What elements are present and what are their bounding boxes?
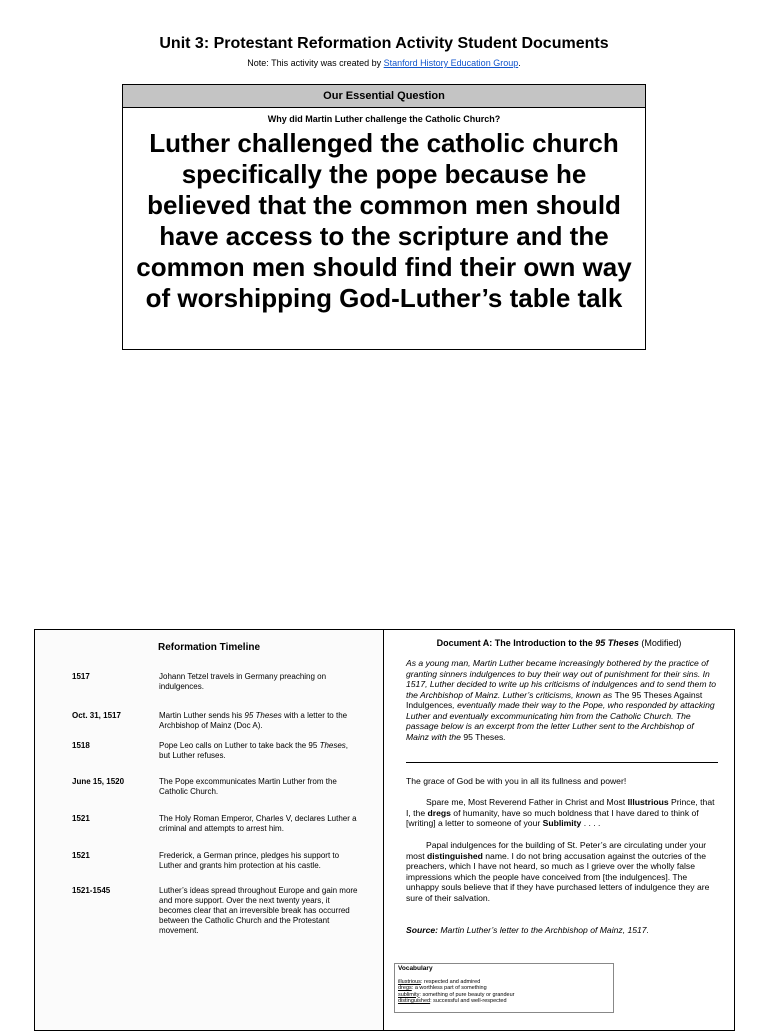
vocabulary-box	[394, 963, 614, 1013]
letter-paragraph-2: Papal indulgences for the building of St. Peter’s are circulating under your most distinguished name. I do not bring accusation against the outcries of the preachers, which I have not heard, so much as I grieve over the wholly false impressions which the people have conceived from [the indulgences]. The unhappy souls believe that if they have purchased letters of indulgence they are sure of their salvation.	[406, 840, 710, 903]
shec-link[interactable]: Stanford History Education Group	[383, 58, 519, 68]
document-a-intro: As a young man, Martin Luther became increasingly bothered by the practice of granting sinners indulgences to buy their way out of punishment for their sins. In 1517, Luther decided to write up his criticisms of indulgences and to send them to the Archbishop of Mainz. Luther’s criticisms, known as The 95 Theses Against Indulgences, eventually made their way to the Pope, who responded by attacking Luther and eventually excommunicating him from the Catholic Church. The passage below is an excerpt from the letter Luther sent to the Archbishop of Mainz with the 95 Theses.	[406, 658, 717, 742]
timeline-date: June 15, 1520	[72, 777, 125, 786]
timeline-event: Pope Leo calls on Luther to take back the 95 Theses, but Luther refuses.	[159, 741, 349, 760]
timeline-event: Johann Tetzel travels in Germany preaching on indulgences.	[159, 672, 327, 691]
reformation-timeline	[35, 630, 383, 1030]
timeline-event: Frederick, a German prince, pledges his support to Luther and grants him protection at his castle.	[159, 851, 340, 870]
timeline-date: Oct. 31, 1517	[72, 711, 121, 720]
timeline-event: Martin Luther sends his 95 Theses with a letter to the Archbishop of Mainz (Doc A).	[159, 711, 348, 730]
essential-question-box	[122, 84, 646, 350]
vocab-item: dregs: a worthless part of something	[398, 985, 487, 991]
vocab-item: distinguished: successful and well-respected	[398, 998, 507, 1004]
essential-question-answer[interactable]: Luther challenged the catholic church specifically the pope because he believed that the common men should have access to the scripture and the common men should find their own way of worshipping God-Luther’s table talk	[136, 128, 632, 313]
timeline-date: 1518	[72, 741, 90, 750]
essential-question-text: Why did Martin Luther challenge the Catholic Church?	[267, 114, 501, 124]
document-a	[384, 630, 734, 1030]
letter-greeting: The grace of God be with you in all its fullness and power!	[406, 776, 627, 786]
timeline-event: The Holy Roman Emperor, Charles V, declares Luther a criminal and attempts to arrest him.	[159, 814, 357, 833]
document-a-title: Document A: The Introduction to the 95 Theses (Modified)	[436, 638, 682, 648]
section-rule	[406, 762, 718, 763]
timeline-date: 1517	[72, 672, 90, 681]
vocab-item: sublimity: something of pure beauty or grandeur	[398, 991, 515, 998]
embedded-document-image	[34, 629, 735, 1031]
page-title: Unit 3: Protestant Reformation Activity Student Documents	[159, 35, 609, 52]
timeline-event: Luther’s ideas spread throughout Europe and gain more and more support. Over the next twenty years, it becomes clear that an irreversible break has occurred between the Catholic Church and the Protestant movement.	[159, 886, 358, 935]
timeline-date: 1521-1545	[72, 886, 111, 895]
timeline-date: 1521	[72, 814, 90, 823]
document-a-source: Source: Martin Luther’s letter to the Archbishop of Mainz, 1517.	[406, 925, 649, 935]
attribution-note	[0, 58, 768, 68]
vocab-item: illustrious: respected and admired	[398, 978, 481, 985]
timeline-title: Reformation Timeline	[157, 642, 261, 653]
vocabulary-title: Vocabulary	[398, 965, 433, 972]
timeline-event: The Pope excommunicates Martin Luther from the Catholic Church.	[159, 777, 337, 796]
note-prefix: Note: This activity was created by	[247, 58, 384, 68]
essential-question-header: Our Essential Question	[123, 85, 645, 108]
letter-paragraph-1: Spare me, Most Reverend Father in Christ and Most Illustrious Prince, that I, the dregs of humanity, have so much boldness that I have dared to think of [writing] a letter to someone of your Sublimity . . . .	[406, 797, 715, 828]
timeline-date: 1521	[72, 851, 90, 860]
note-suffix: .	[518, 58, 521, 68]
